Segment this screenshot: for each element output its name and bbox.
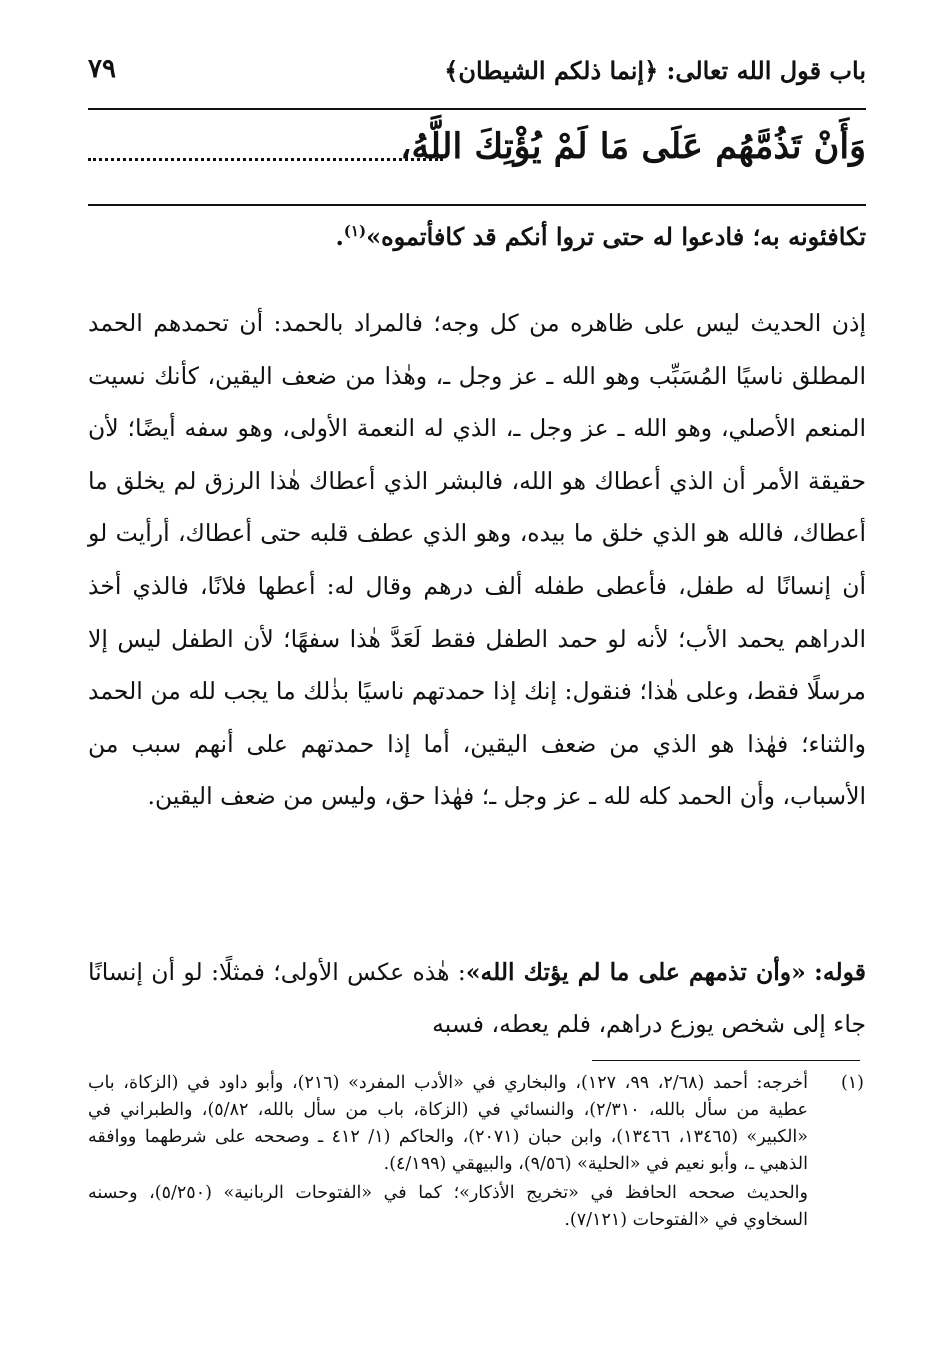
page-number: ٧٩ [88,54,116,84]
lead-line [335,222,866,251]
footnote-text: أخرجه: أحمد (٢/٦٨، ٩٩، ١٢٧)، والبخاري في «الأدب المفرد» (٢١٦)، وأبو داود في (الزكاة، باب عطية من سأل بالله، ٢/٣١٠)، والنسائي في (الزكاة، باب من سأل بالله، ٥/٨٢)، والطبراني في «الكبير» (١٣٤٦٥، ١٣٤٦٦)، وابن حبان (٢٠٧١)، والحاكم (١/ ٤١٢ ـ وصححه على شرطهما ووافقه الذهبي ـ، وأبو نعيم في «الحلية» (٩/٥٦)، والبيهقي (٤/١٩٩). [88,1073,809,1174]
verse-divider [88,204,866,206]
verse-heading [88,126,866,188]
quote-paragraph [88,946,866,1050]
footnotes [88,1070,864,1234]
footnote-marker: (١) [840,1073,864,1093]
chapter-title: باب قول الله تعالى: ﴿إنما ذلكم الشيطان﴾ [444,56,866,85]
quote-label: قوله: [814,958,866,986]
quote-text: : هٰذه عكس الأولى؛ فمثلًا: لو أن إنسانًا جاء إلى شخص يوزع دراهم، فلم يعطه، فسبه [88,958,866,1038]
body-paragraph: إذن الحديث ليس على ظاهره من كل وجه؛ فالمراد بالحمد: أن تحمدهم الحمد المطلق ناسيًا المُسَبِّب وهو الله ـ عز وجل ـ، وهٰذا من ضعف اليقين، كأنك نسيت المنعم الأصلي، وهو الله ـ عز وجل ـ، الذي له النعمة الأولى، وهو سفه أيضًا؛ لأن حقيقة الأمر أن الذي أعطاك هو الله، فالبشر الذي أعطاك هٰذا الرزق لم يخلق ما أعطاك، فالله هو الذي خلق ما بيده، وهو الذي عطف قلبه حتى أعطاك، أرأيت لو أن إنسانًا له طفل، فأعطى طفله ألف درهم وقال له: أعطها فلانًا، فالذي أخذ الدراهم يحمد الأب؛ لأنه لو حمد الطفل فقط لَعَدَّ هٰذا سفهًا؛ لأن الطفل ليس إلا مرسلًا فقط، وعلى هٰذا؛ فنقول: إنك إذا حمدتهم ناسيًا بذٰلك ما يجب لله من الحمد والثناء؛ فهٰذا هو الذي من ضعف اليقين، أما إذا حمدتهم على أنهم سبب من الأسباب، وأن الحمد كله لله ـ عز وجل ـ؛ فهٰذا حق، وليس من ضعف اليقين. [88,309,866,811]
quote-quoted: «وأن تذمهم على ما لم يؤتك الله» [465,958,806,986]
verse-text: وَأَنْ تَذُمَّهُم عَلَى مَا لَمْ يُؤْتِكَ اللَّهُ، [400,126,866,167]
footnote-ref: (١) [343,222,367,240]
footnote-separator [592,1060,860,1061]
footnote-continuation: والحديث صححه الحافظ في «تخريج الأذكار»؛ كما في «الفتوحات الربانية» (٥/٢٥٠)، وحسنه السخاوي في «الفتوحات (٧/١٢١). [88,1183,808,1230]
header-divider [88,108,866,110]
dotted-leader [88,158,443,161]
lead-end: . [335,222,344,251]
footnote-item [88,1070,864,1178]
page-header [88,52,866,92]
lead-text: تكافئونه به؛ فادعوا له حتى تروا أنكم قد كافأتموه» [366,222,866,251]
